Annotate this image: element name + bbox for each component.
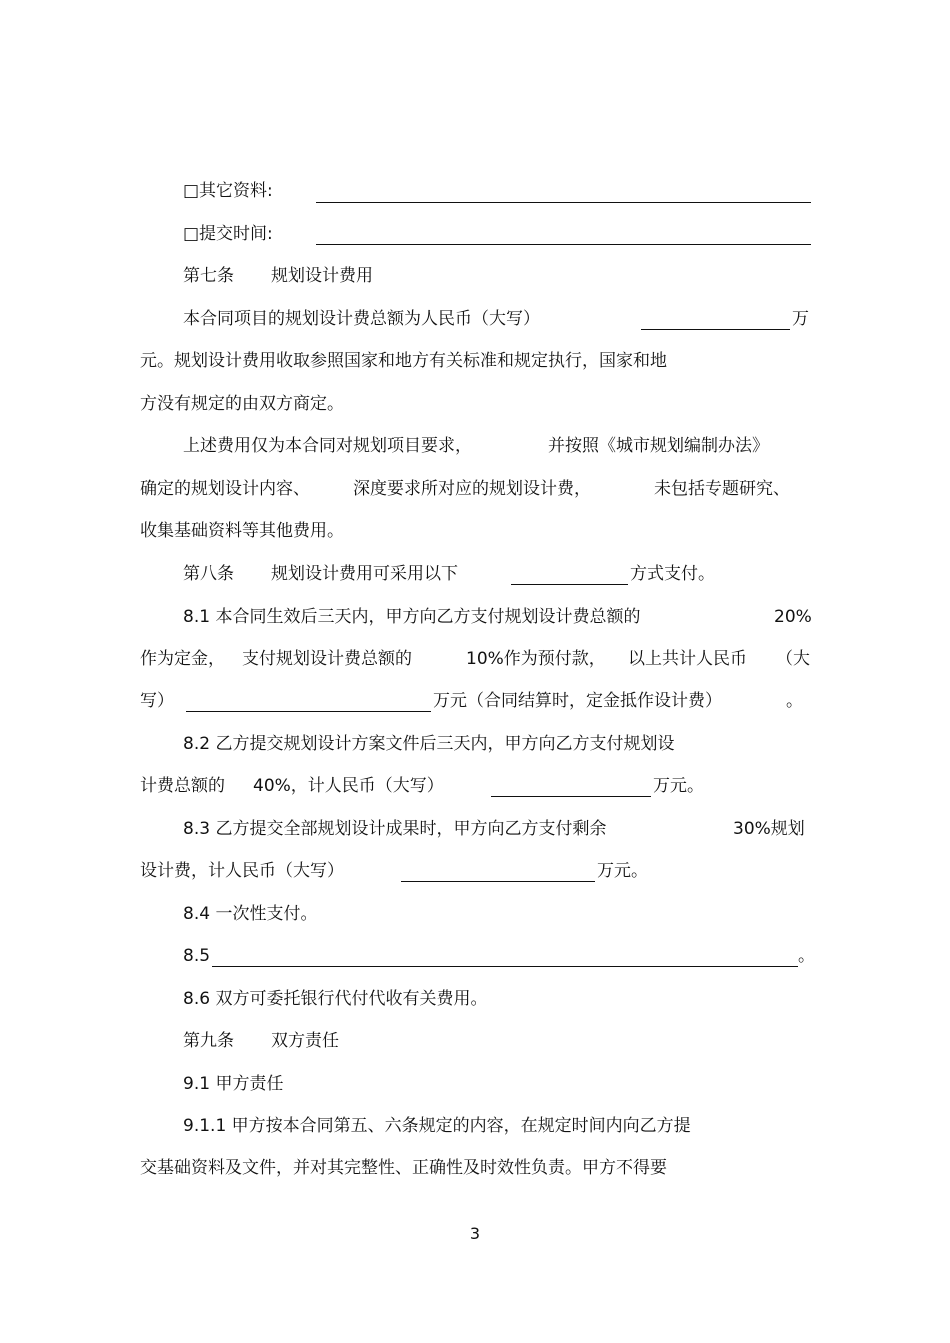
art7-para1-line1: 本合同项目的规划设计费总额为人民币（大写） <box>183 309 540 329</box>
payment-method-blank <box>511 584 628 585</box>
page-number: 3 <box>469 1224 481 1243</box>
clause-8-1-line2b: 支付规划设计费总额的 <box>242 649 412 669</box>
other-materials-blank <box>316 202 811 203</box>
clause-8-6: 8.6 双方可委托银行代付代收有关费用。 <box>183 989 488 1009</box>
art7-para1-line3: 方没有规定的由双方商定。 <box>140 394 344 414</box>
clause-8-5-end: 。 <box>798 946 815 966</box>
art7-para2-line2c: 未包括专题研究、 <box>654 479 790 499</box>
final-payment-blank <box>401 881 595 882</box>
clause-8-1-pct: 20% <box>774 607 812 627</box>
clause-8-3-line1b: 30%规划 <box>733 819 805 839</box>
submit-time-blank <box>316 244 811 245</box>
art7-para2-line1a: 上述费用仅为本合同对规划项目要求， <box>183 436 472 456</box>
clause-8-1-line3b: 万元（合同结算时，定金抵作设计费） <box>433 691 722 711</box>
other-materials-label: □其它资料: <box>183 181 273 201</box>
article-8-suffix: 方式支付。 <box>630 564 715 584</box>
clause-8-3-line2b: 万元。 <box>597 861 648 881</box>
clause-8-4: 8.4 一次性支付。 <box>183 904 318 924</box>
article-7-heading: 第七条 <box>183 266 234 286</box>
article-9-heading: 第九条 <box>183 1031 234 1051</box>
deposit-amount-blank <box>186 711 431 712</box>
article-8-heading: 第八条 <box>183 564 234 584</box>
clause-8-1-line3c: 。 <box>786 691 803 711</box>
art7-para2-line3: 收集基础资料等其他费用。 <box>140 521 344 541</box>
clause-8-1-line3a: 写） <box>140 691 174 711</box>
clause-8-5-blank <box>212 966 798 967</box>
clause-8-3-line2a: 设计费，计人民币（大写） <box>140 861 344 881</box>
clause-8-1-line2d: 以上共计人民币 <box>628 649 747 669</box>
clause-8-3-line1a: 8.3 乙方提交全部规划设计成果时，甲方向乙方支付剩余 <box>183 819 607 839</box>
second-payment-blank <box>491 796 651 797</box>
clause-8-1-line2c: 10%作为预付款， <box>466 649 606 669</box>
clause-8-2-line2a: 计费总额的 <box>140 776 225 796</box>
clause-8-2-line2c: 万元。 <box>653 776 704 796</box>
clause-8-2-line2b: 40%，计人民币（大写） <box>253 776 444 796</box>
article-7-title: 规划设计费用 <box>271 266 373 286</box>
clause-8-2-line1: 8.2 乙方提交规划设计方案文件后三天内，甲方向乙方支付规划设 <box>183 734 675 754</box>
clause-9-1-1-line2: 交基础资料及文件，并对其完整性、正确性及时效性负责。甲方不得要 <box>140 1158 667 1178</box>
article-9-title: 双方责任 <box>271 1031 339 1051</box>
art7-para1-line2: 元。规划设计费用收取参照国家和地方有关标准和规定执行，国家和地 <box>140 351 667 371</box>
clause-8-1-line2e: （大 <box>776 649 810 669</box>
submit-time-label: □提交时间: <box>183 224 273 244</box>
clause-9-1: 9.1 甲方责任 <box>183 1074 284 1094</box>
article-8-text: 规划设计费用可采用以下 <box>271 564 458 584</box>
clause-9-1-1-line1: 9.1.1 甲方按本合同第五、六条规定的内容，在规定时间内向乙方提 <box>183 1116 691 1136</box>
clause-8-1-line2a: 作为定金， <box>140 649 225 669</box>
art7-para2-line2b: 深度要求所对应的规划设计费， <box>353 479 591 499</box>
art7-para2-line1b: 并按照《城市规划编制办法》 <box>548 436 769 456</box>
art7-para1-unit: 万 <box>792 309 809 329</box>
clause-8-1-line1: 8.1 本合同生效后三天内，甲方向乙方支付规划设计费总额的 <box>183 607 641 627</box>
art7-para2-line2a: 确定的规划设计内容、 <box>140 479 310 499</box>
clause-8-5-label: 8.5 <box>183 946 211 966</box>
fee-total-blank <box>641 329 790 330</box>
